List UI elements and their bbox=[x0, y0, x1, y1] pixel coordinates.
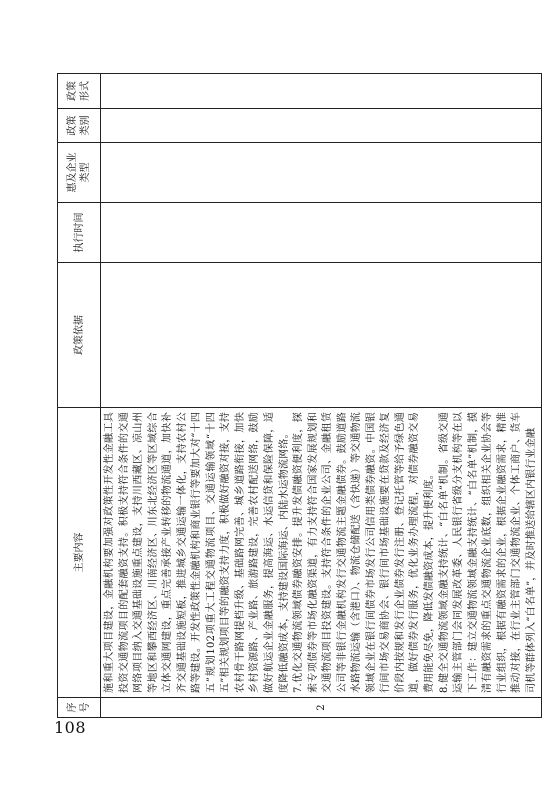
header-category: 政策 类别 bbox=[58, 109, 101, 143]
table-row bbox=[101, 74, 542, 718]
header-seq: 序 号 bbox=[58, 698, 101, 718]
header-content: 主要内容 bbox=[58, 408, 101, 698]
content-paragraph: 施和重大项目建设，金融机构要加强对政策性开发性金融工具投资交通物流项目的配套融资支持。积极支持符合条件的交通网络项目纳入交通基础设施重点建设，支持川西藏区、凉山州等地区和攀西经济区、川南经济区、川东北经济区等区域综合立体交通网建设，重点完善承接产业转移的物流通道，加快补齐交通基础设施短板，推进城乡交通运输一体化，支持农村公路等建设。开发性政策性金融机构和商业银行等要加大对“十四五”规划102项重大工程交通物流项目、交通运输领域“十四五”相关规划项目等的融资支持力度，积极做好融资对接，支持农村骨干路网提档升级、基础路网完善、城乡道路衔接，加快乡村资源路、产业路、旅游路建设，完善农村配送网络，鼓励做好航运企业金融服务，提高海运、水运信贷和保险保障，适度降低融资成本，支持建设国际海运、内陆水运物流网络。 bbox=[104, 412, 290, 693]
header-exec-time: 执行时间 bbox=[58, 203, 101, 263]
policy-table bbox=[57, 73, 542, 718]
header-form: 政策 形式 bbox=[58, 74, 101, 109]
row-form bbox=[101, 74, 542, 109]
header-basis: 政策依据 bbox=[58, 263, 101, 408]
table-header-row bbox=[58, 74, 101, 718]
row-seq: 2 bbox=[101, 698, 542, 718]
header-beneficiary: 惠及企业 类型 bbox=[58, 143, 101, 203]
row-category bbox=[101, 109, 542, 143]
row-basis bbox=[101, 263, 542, 408]
page-number: 108 bbox=[54, 718, 87, 737]
rotated-table-container bbox=[57, 74, 537, 718]
row-beneficiary bbox=[101, 143, 542, 203]
row-content bbox=[101, 408, 542, 698]
row-exec-time bbox=[101, 203, 542, 263]
content-paragraph: 8.健全交通物流领域金融支持统计、“白名单”机制。省级交通运输主管部门会同发展改革委、人民银行省级分支机构等在以下工作：建立交通物流领域金融支持统计、“白名单”机制，摸清有融资需求的重点交通物流企业底数，组织相关企业协会等行业组织，根据有融资需求的企业，根据企业融资需求，精准推动对接，在行业主管部门交通物流企业、个体工商户、货车司机等群体列入“白名单”，并及时推送给辖区内银行业金融 bbox=[438, 412, 537, 693]
content-paragraph: 7.优化交通物流领域债券融资安排。提升发债融资便利度，探索专项债券等市场化融资渠道，有力支持符合国家发展规划和交通物流项目投资建设。支持符合条件的企业公司、金融租赁公司等非银行金融机构发行交通物流主题金融债券。鼓励道路水路物流运输（含港口）、物流仓储配送（含快递）等交通物流领域企业在银行间债券市场发行公司信用类债券融资。中国银行间市场交易商协会、银行间市场基础设施要在贷款及经济复价段内按规和发行企业债券发行注册、登记托管等给予绿色通道，做好债券发行服务，优化业务办理流程，对债券融资交易费用能免尽免，降低发债融资成本，提升便利度。 bbox=[293, 412, 436, 693]
